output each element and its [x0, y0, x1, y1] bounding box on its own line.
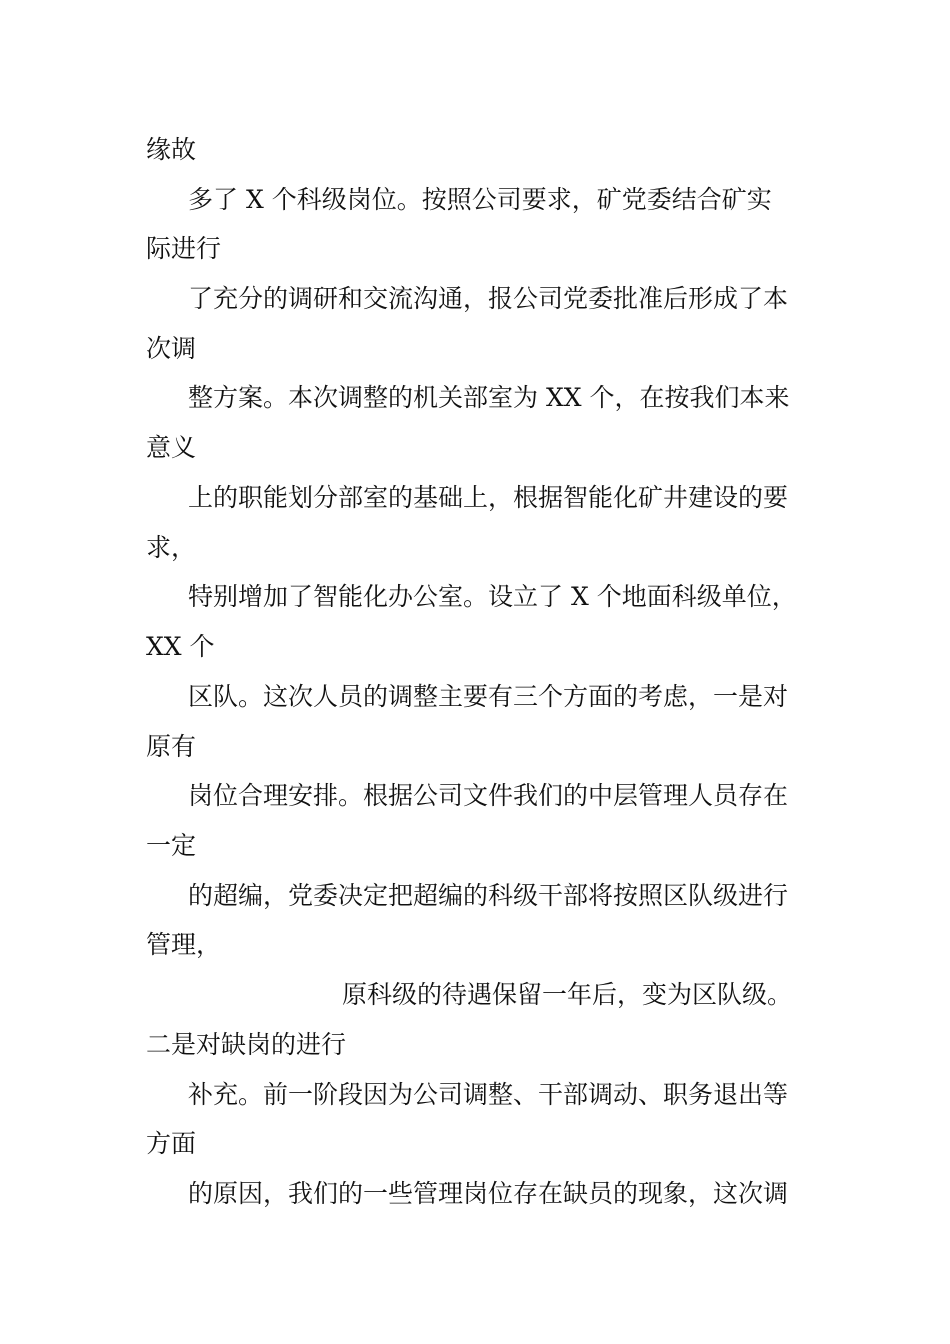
- text-line: 整方案。本次调整的机关部室为 XX 个，在按我们本来: [188, 383, 790, 412]
- text-line: 缘故: [146, 135, 197, 164]
- text-line: 特别增加了智能化办公室。设立了 X 个地面科级单位，: [188, 582, 797, 611]
- text-line: 意义: [146, 433, 197, 462]
- text-line: 原有: [146, 732, 197, 761]
- text-line: 了充分的调研和交流沟通，报公司党委批准后形成了本: [188, 284, 789, 313]
- text-line: 的超编，党委决定把超编的科级干部将按照区队级进行: [188, 881, 789, 910]
- text-line: 二是对缺岗的进行: [146, 1030, 347, 1059]
- text-line: 际进行: [146, 234, 222, 263]
- text-line: 上的职能划分部室的基础上，根据智能化矿井建设的要: [188, 483, 789, 512]
- text-line: 管理，: [146, 930, 222, 959]
- text-line: 原科级的待遇保留一年后，变为区队级。: [342, 980, 793, 1009]
- text-line: 区队。这次人员的调整主要有三个方面的考虑，一是对: [188, 682, 789, 711]
- text-line: 求，: [146, 533, 197, 562]
- text-line: 岗位合理安排。根据公司文件我们的中层管理人员存在: [188, 781, 789, 810]
- text-line: 方面: [146, 1129, 197, 1158]
- text-line: 的原因，我们的一些管理岗位存在缺员的现象，这次调: [188, 1179, 789, 1208]
- text-line: 次调: [146, 334, 197, 363]
- text-line: 补充。前一阶段因为公司调整、干部调动、职务退出等: [188, 1080, 789, 1109]
- text-line: 多了 X 个科级岗位。按照公司要求，矿党委结合矿实: [188, 185, 772, 214]
- text-line: XX 个: [146, 632, 215, 661]
- text-line: 一定: [146, 831, 197, 860]
